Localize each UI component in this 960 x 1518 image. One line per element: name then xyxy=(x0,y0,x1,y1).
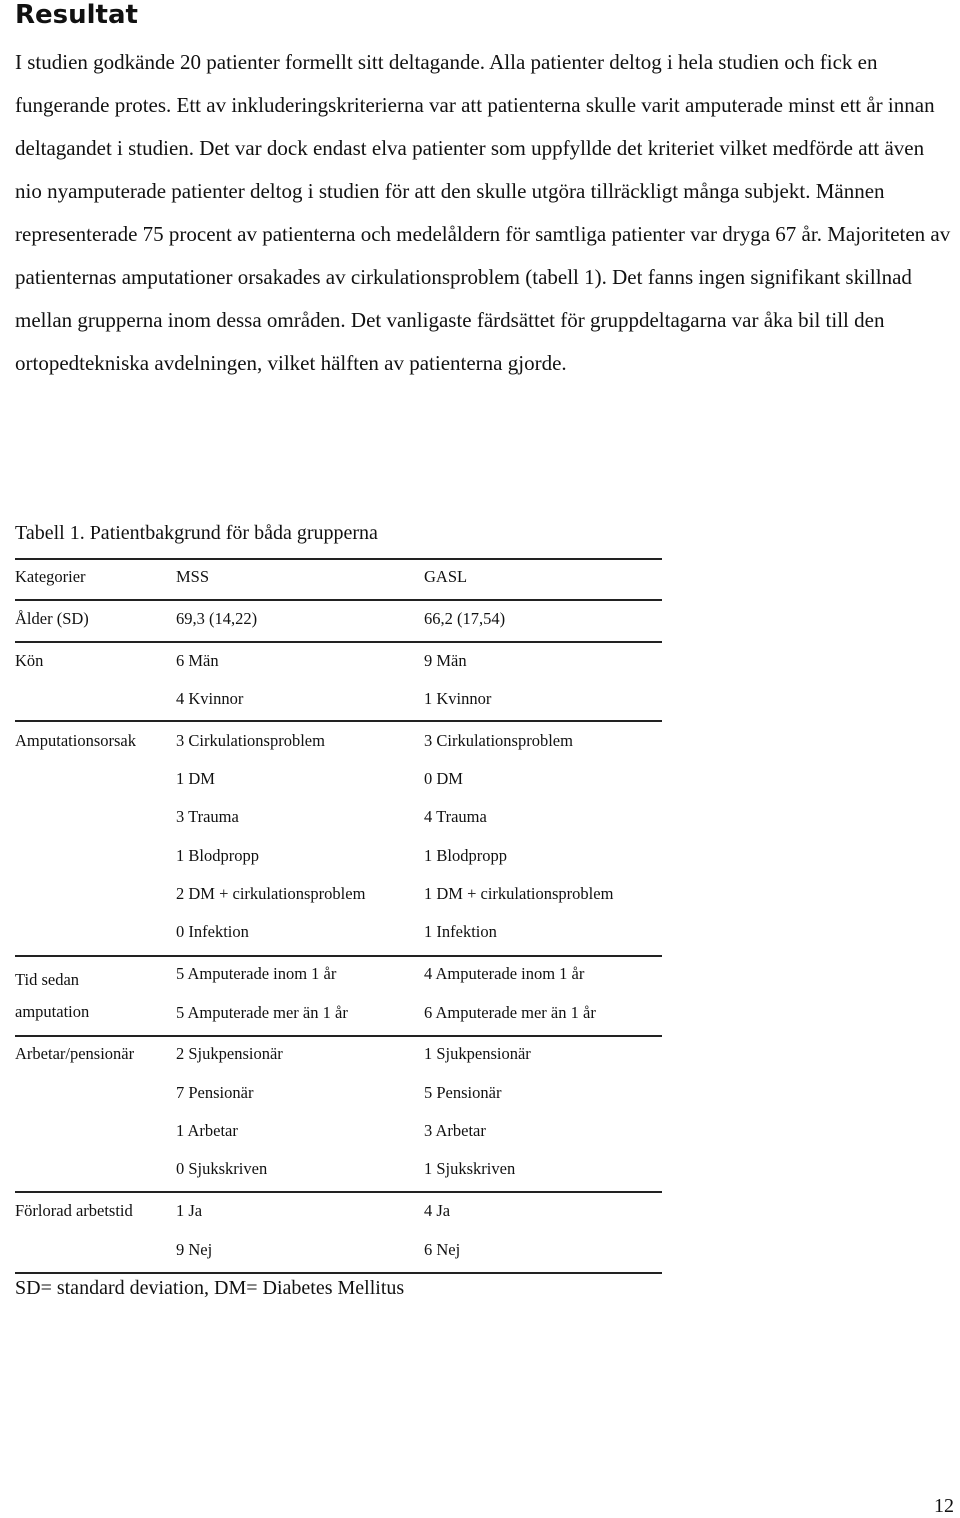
mss-value: 2 DM + cirkulationsproblem xyxy=(176,884,366,903)
mss-value: 7 Pensionär xyxy=(176,1083,254,1102)
row-category-label: Tid sedan amputation xyxy=(15,970,90,1021)
row-category-label: Arbetar/pensionär xyxy=(15,1044,135,1063)
header-mss: MSS xyxy=(176,567,210,586)
header-gasl: GASL xyxy=(424,567,468,586)
row-category-label: Amputationsorsak xyxy=(15,731,136,750)
mss-value: 4 Kvinnor xyxy=(176,689,244,708)
mss-value: 6 Män xyxy=(176,651,219,670)
mss-value: 5 Amputerade inom 1 år xyxy=(176,964,337,983)
row-category-label: Ålder (SD) xyxy=(15,609,89,628)
page-number: 12 xyxy=(934,1495,954,1517)
table-rule-top xyxy=(15,558,662,560)
gasl-value: 66,2 (17,54) xyxy=(424,609,506,628)
mss-value: 1 DM xyxy=(176,769,215,788)
table-rule xyxy=(15,599,662,601)
table-footnote: SD= standard deviation, DM= Diabetes Mellitus xyxy=(15,1277,405,1299)
mss-value: 0 Sjukskriven xyxy=(176,1159,268,1178)
gasl-value: 1 Sjukpensionär xyxy=(424,1044,531,1063)
mss-value: 3 Trauma xyxy=(176,807,239,826)
mss-value: 5 Amputerade mer än 1 år xyxy=(176,1003,348,1022)
table-rule xyxy=(15,1035,662,1037)
section-heading: Resultat xyxy=(15,0,138,30)
gasl-value: 6 Amputerade mer än 1 år xyxy=(424,1003,596,1022)
gasl-value: 0 DM xyxy=(424,769,463,788)
gasl-value: 9 Män xyxy=(424,651,467,670)
row-category-label: Kön xyxy=(15,651,44,670)
mss-value: 9 Nej xyxy=(176,1240,213,1259)
mss-value: 1 Blodpropp xyxy=(176,846,259,865)
gasl-value: 1 Sjukskriven xyxy=(424,1159,516,1178)
gasl-value: 4 Amputerade inom 1 år xyxy=(424,964,585,983)
gasl-value: 4 Trauma xyxy=(424,807,487,826)
gasl-value: 3 Cirkulationsproblem xyxy=(424,731,573,750)
mss-value: 1 Arbetar xyxy=(176,1121,238,1140)
table-caption: Tabell 1. Patientbakgrund för båda grupperna xyxy=(15,522,378,544)
mss-value: 69,3 (14,22) xyxy=(176,609,258,628)
gasl-value: 1 Infektion xyxy=(424,922,497,941)
table-rule xyxy=(15,1191,662,1193)
gasl-value: 1 DM + cirkulationsproblem xyxy=(424,884,614,903)
table-rule xyxy=(15,720,662,722)
gasl-value: 1 Kvinnor xyxy=(424,689,492,708)
table-rule xyxy=(15,955,662,957)
header-categories: Kategorier xyxy=(15,567,86,586)
table-rule xyxy=(15,641,662,643)
mss-value: 3 Cirkulationsproblem xyxy=(176,731,325,750)
results-paragraph: I studien godkände 20 patienter formellt sitt deltagande. Alla patienter deltog i hela studien och fick en fungerande protes. Ett av inkluderingskriterierna var att patienterna skulle varit amputerade minst ett år innan deltagandet i studien. Det var dock endast elva patienter som uppfyllde det kriteriet vilket medförde att även nio nyamputerade patienter deltog i studien för att den skulle utgöra tillräckligt många subjekt. Männen representerade 75 procent av patienterna och medelåldern för samtliga patienter var dryga 67 år. Majoriteten av patienternas amputationer orsakades av cirkulationsproblem (tabell 1). Det fanns ingen signifikant skillnad mellan grupperna inom dessa områden. Det vanligaste färdsättet för gruppdeltagarna var åka bil till den ortopedtekniska avdelningen, vilket hälften av patienterna gjorde. xyxy=(15,50,951,375)
row-category-label: Förlorad arbetstid xyxy=(15,1201,133,1220)
gasl-value: 4 Ja xyxy=(424,1201,451,1220)
gasl-value: 6 Nej xyxy=(424,1240,461,1259)
gasl-value: 5 Pensionär xyxy=(424,1083,502,1102)
mss-value: 1 Ja xyxy=(176,1201,203,1220)
gasl-value: 1 Blodpropp xyxy=(424,846,507,865)
gasl-value: 3 Arbetar xyxy=(424,1121,486,1140)
mss-value: 0 Infektion xyxy=(176,922,249,941)
mss-value: 2 Sjukpensionär xyxy=(176,1044,283,1063)
